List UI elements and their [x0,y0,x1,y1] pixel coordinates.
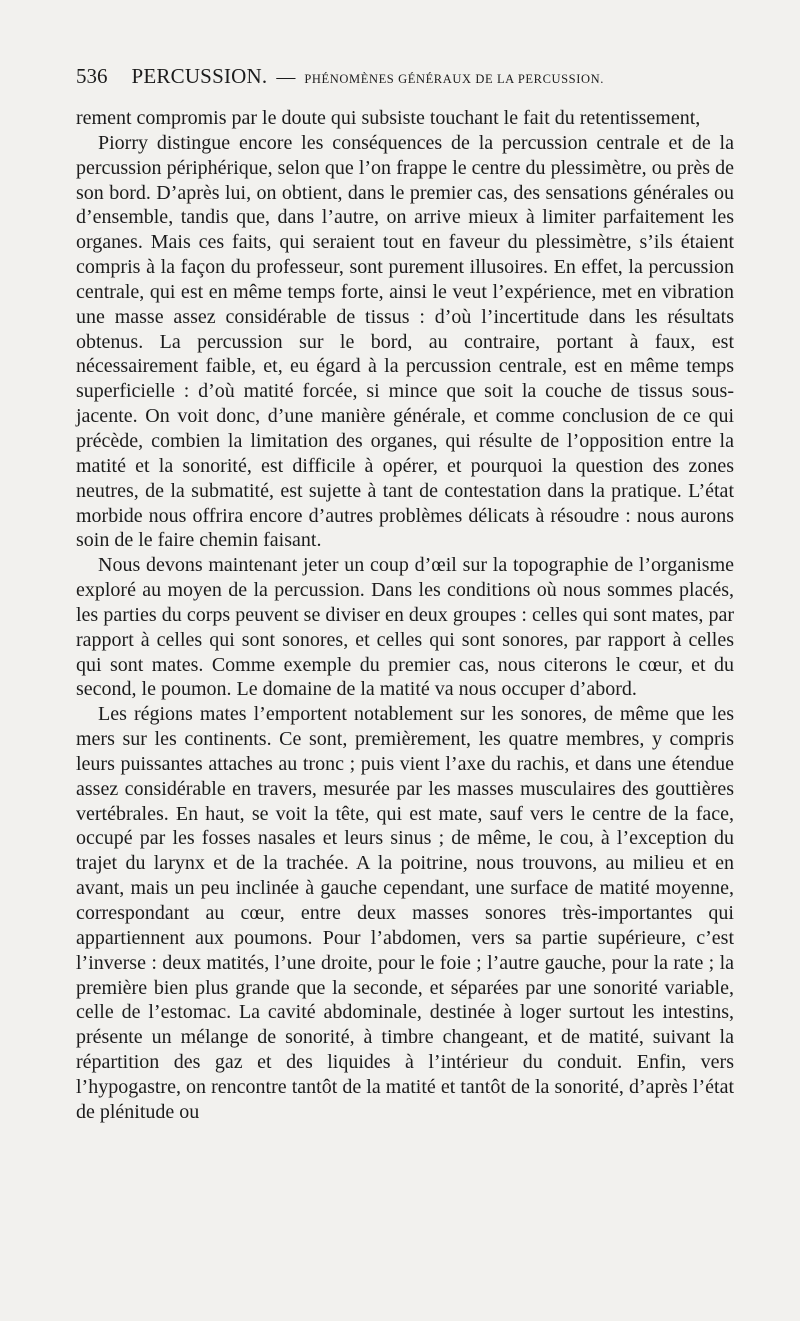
page-number: 536 [76,64,108,88]
running-head-subtitle: PHÉNOMÈNES GÉNÉRAUX DE LA PERCUSSION. [304,72,604,86]
paragraph-piorry: Piorry distingue encore les conséquences de la percussion centrale et de la percussion périphérique, selon que l’on frappe le centre du plessimètre, ou près de son bord. D’après lui, on obtient, dans le premier cas, des sensations générales ou d’ensemble, tandis que, dans l’autre, on arrive mieux à limiter parfaitement les organes. Mais ces faits, qui seraient tout en faveur du plessimètre, s’ils étaient compris à la façon du professeur, sont purement illusoires. En effet, la percussion centrale, qui est en même temps forte, ainsi le veut l’expérience, met en vibration une masse assez considérable de tissus : d’où l’incertitude dans les résultats obtenus. La percussion sur le bord, au contraire, portant à faux, est nécessairement faible, et, eu égard à la percussion centrale, est en même temps superficielle : d’où matité forcée, si mince que soit la couche de tissus sous-jacente. On voit donc, d’une manière générale, et comme conclusion de ce qui précède, combien la limitation des organes, qui résulte de l’opposition entre la matité et la sonorité, est difficile à opérer, et pourquoi la question des zones neutres, de la submatité, est sujette à tant de contestation dans la pratique. L’état morbide nous offrira encore d’autres problèmes délicats à résoudre : nous aurons soin de le faire chemin faisant. [76,131,734,552]
paragraph-regions-mates: Les régions mates l’emportent notablement sur les sonores, de même que les mers sur les continents. Ce sont, premièrement, les quatre membres, y compris leurs puissantes attaches au tronc ; puis vient l’axe du rachis, et dans une étendue assez considérable en travers, mesurée par les masses musculaires des gouttières vertébrales. En haut, se voit la tête, qui est mate, sauf vers le centre de la face, occupé par les fosses nasales et leurs sinus ; de même, le cou, à l’exception du trajet du larynx et de la trachée. A la poitrine, nous trouvons, au milieu et en avant, mais un peu inclinée à gauche cependant, une surface de matité moyenne, correspondant au cœur, entre deux masses sonores très-importantes qui appartiennent aux poumons. Pour l’abdomen, vers sa partie supérieure, c’est l’inverse : deux matités, l’une droite, pour le foie ; l’autre gauche, pour la rate ; la première bien plus grande que la seconde, et séparées par une sonorité variable, celle de l’estomac. La cavité abdominale, destinée à loger surtout les intestins, présente un mélange de sonorité, à timbre changeant, et de matité, suivant la répartition des gaz et des liquides à l’intérieur du conduit. Enfin, vers l’hypogastre, on rencontre tantôt de la matité et tantôt de la sonorité, d’après l’état de plénitude ou [76,703,734,1123]
running-head [76,64,734,96]
paragraph-topographie: Nous devons maintenant jeter un coup d’œil sur la topographie de l’organisme exploré au moyen de la percussion. Dans les conditions où nous sommes placés, les parties du corps peuvent se diviser en deux groupes : celles qui sont mates, par rapport à celles qui sont sonores, et celles qui sont sonores, par rapport à celles qui sont mates. Comme exemple du premier cas, nous citerons le cœur, et du second, le poumon. Le domaine de la matité va nous occuper d’abord. [76,554,734,701]
body-text [76,106,734,1125]
running-head-dash: — [276,67,296,88]
running-head-title: PERCUSSION. [131,64,268,88]
paragraph-continuation: rement compromis par le doute qui subsiste touchant le fait du retentissement, [76,107,701,129]
